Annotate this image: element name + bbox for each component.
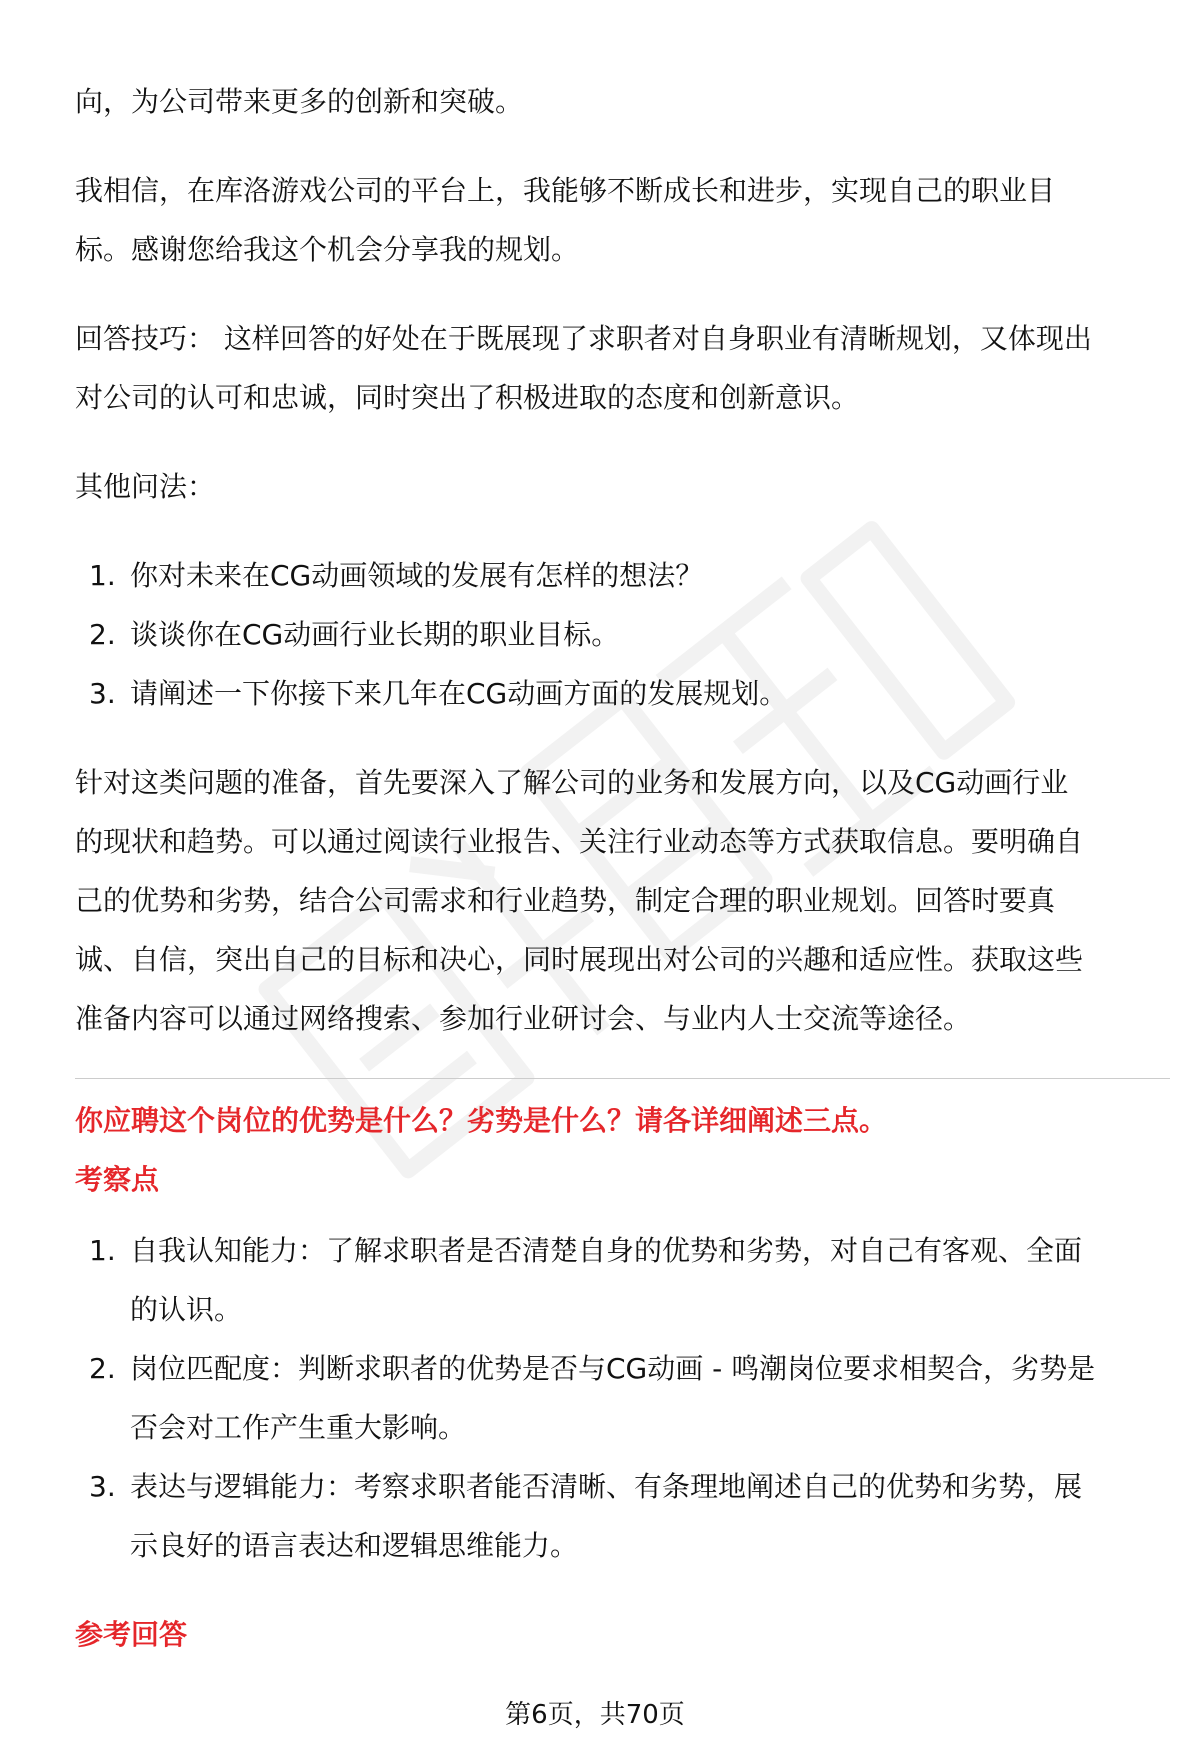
reference-answer-heading: 参考回答 xyxy=(75,1618,188,1651)
list-item xyxy=(75,605,1170,664)
paragraph-line: 对公司的认可和忠诚，同时突出了积极进取的态度和创新意识。 xyxy=(75,381,860,414)
answer-tips-paragraph xyxy=(75,309,1170,427)
paragraph-line: 己的优势和劣势，结合公司需求和行业趋势，制定合理的职业规划。回答时要真 xyxy=(75,884,1056,917)
list-number: 2. xyxy=(89,1352,116,1385)
body-paragraph-intro: 向，为公司带来更多的创新和突破。 xyxy=(75,85,524,118)
list-item xyxy=(75,546,1170,605)
list-item-line: 表达与逻辑能力：考察求职者能否清晰、有条理地阐述自己的优势和劣势，展 xyxy=(130,1470,1083,1503)
list-item-line: 的认识。 xyxy=(130,1293,243,1326)
other-questions-heading: 其他问法： xyxy=(75,470,216,503)
list-item-line: 自我认知能力：了解求职者是否清楚自身的优势和劣势，对自己有客观、全面 xyxy=(130,1234,1083,1267)
paragraph-line: 准备内容可以通过网络搜索、参加行业研讨会、与业内人士交流等途径。 xyxy=(75,1002,972,1035)
section-divider xyxy=(75,1078,1170,1079)
list-item-line: 否会对工作产生重大影响。 xyxy=(130,1411,467,1444)
paragraph-line: 回答技巧： 这样回答的好处在于既展现了求职者对自身职业有清晰规划，又体现出 xyxy=(75,322,1092,355)
list-number: 3. xyxy=(89,1470,116,1503)
list-item-line: 岗位匹配度：判断求职者的优势是否与CG动画 - 鸣潮岗位要求相契合，劣势是 xyxy=(130,1352,1096,1385)
list-item xyxy=(75,1457,1170,1575)
list-item xyxy=(75,664,1170,723)
list-item xyxy=(75,1221,1170,1339)
body-paragraph-belief xyxy=(75,161,1170,279)
list-number: 2. xyxy=(89,618,116,651)
focus-points-list xyxy=(75,1221,1170,1575)
list-item-text: 你对未来在CG动画领域的发展有怎样的想法？ xyxy=(130,559,704,592)
focus-points-heading: 考察点 xyxy=(75,1163,160,1196)
list-number: 1. xyxy=(89,1234,116,1267)
page-number-footer: 第6页，共70页 xyxy=(505,1700,685,1730)
list-number: 1. xyxy=(89,559,116,592)
list-item-text: 请阐述一下你接下来几年在CG动画方面的发展规划。 xyxy=(130,677,788,710)
list-item xyxy=(75,1339,1170,1457)
list-number: 3. xyxy=(89,677,116,710)
paragraph-line: 我相信，在库洛游戏公司的平台上，我能够不断成长和进步，实现自己的职业目 xyxy=(75,174,1056,207)
content-area xyxy=(75,72,1170,1676)
paragraph-line: 针对这类问题的准备，首先要深入了解公司的业务和发展方向，以及CG动画行业 xyxy=(75,766,1069,799)
list-item-line: 示良好的语言表达和逻辑思维能力。 xyxy=(130,1529,579,1562)
paragraph-line: 的现状和趋势。可以通过阅读行业报告、关注行业动态等方式获取信息。要明确自 xyxy=(75,825,1084,858)
paragraph-line: 诚、自信，突出自己的目标和决心，同时展现出对公司的兴趣和适应性。获取这些 xyxy=(75,943,1084,976)
paragraph-line: 标。感谢您给我这个机会分享我的规划。 xyxy=(75,233,580,266)
question-title: 你应聘这个岗位的优势是什么？劣势是什么？请各详细阐述三点。 xyxy=(75,1104,888,1137)
preparation-paragraph xyxy=(75,753,1170,1048)
other-questions-list xyxy=(75,546,1170,723)
list-item-text: 谈谈你在CG动画行业长期的职业目标。 xyxy=(130,618,620,651)
